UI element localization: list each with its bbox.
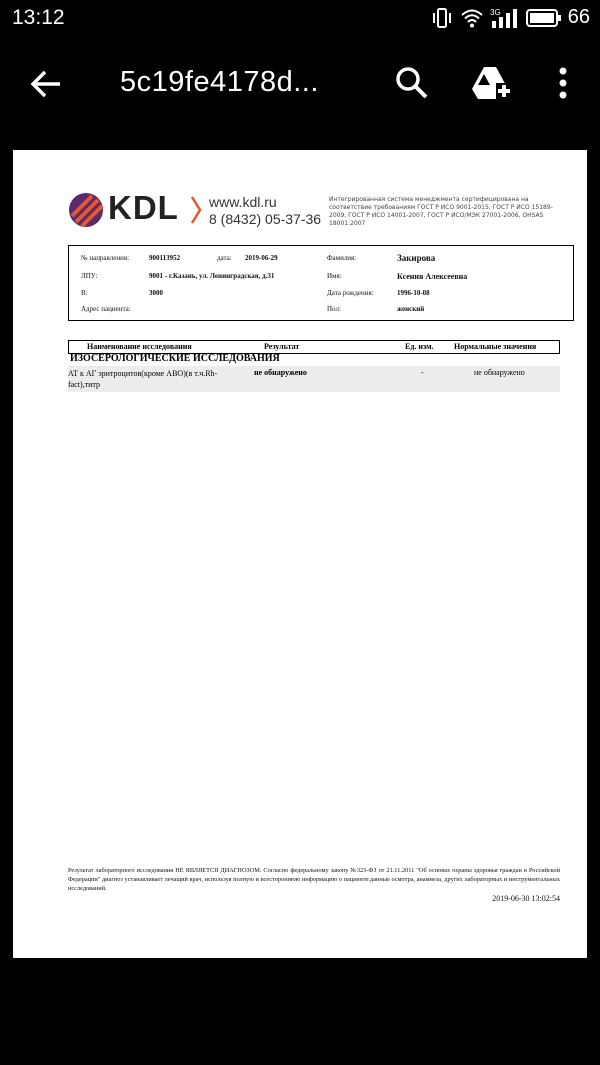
- brand-name: KDL: [108, 189, 179, 226]
- kdl-logo-mark-icon: [68, 192, 104, 228]
- row-result: не обнаружено: [254, 368, 307, 377]
- network-label: 3G: [489, 7, 501, 17]
- v-value: 3000: [149, 289, 163, 297]
- col-header-norm: Нормальные значения: [454, 342, 537, 351]
- address-label: Адрес пациента:: [81, 305, 131, 313]
- vibrate-icon: [430, 7, 454, 29]
- name-label: Имя:: [327, 272, 342, 280]
- battery-level: 66: [567, 6, 590, 28]
- search-icon[interactable]: [394, 65, 430, 101]
- patient-info-box: [68, 245, 574, 321]
- section-title: ИЗОСЕРОЛОГИЧЕСКИЕ ИССЛЕДОВАНИЯ: [70, 353, 280, 364]
- table-row: [68, 366, 560, 392]
- website: www.kdl.ru: [209, 194, 277, 210]
- phone: 8 (8432) 05-37-36: [209, 211, 322, 227]
- sex-value: женский: [397, 305, 425, 313]
- referral-value: 900113952: [149, 254, 181, 262]
- status-bar: [0, 0, 600, 38]
- battery-icon: [526, 7, 562, 29]
- surname-value: Закирова: [397, 253, 436, 263]
- kdl-logo: [68, 189, 208, 228]
- lpu-value: 9001 - г.Казань, ул. Ленинградская, д.31: [149, 272, 275, 280]
- row-unit: -: [421, 368, 424, 377]
- date-value: 2019-06-29: [245, 254, 278, 262]
- chevron-right-icon: [189, 194, 203, 226]
- row-test-name: АТ к АГ эритроцитов(кроме АВО)(в т.ч.Rh-fact),титр: [68, 369, 218, 389]
- certification-note: Интегрированная система менеджмента сертифицирована на соответствие требованиям ГОСТ Р ИСО 9001-2015, ГОСТ Р ИСО 15189-2009, ГОСТ Р ИСО 14001-2007, ГОСТ Р ИСО/МЭК 27001-2006, OHSAS 18001:2007: [329, 196, 553, 227]
- app-toolbar: [0, 48, 600, 120]
- document-title: 5c19fe4178d...: [120, 66, 319, 98]
- row-norm: не обнаружено: [474, 368, 525, 377]
- name-value: Ксения Алексеевна: [397, 272, 468, 281]
- sex-label: Пол:: [327, 305, 341, 313]
- disclaimer: Результат лабораторного исследования НЕ ЯВЛЯЕТСЯ ДИАГНОЗОМ. Согласно федеральному закону №323-ФЗ от 21.11.2011 "Об основах охраны здоровья граждан в Российской Федерации" диагноз устанавливает лечащий врач, используя полную и всестороннюю информацию о пациенте:данные осмотра, анамнеза, других лабораторных и инструментальных исследований.: [68, 867, 560, 892]
- document-page[interactable]: [13, 150, 587, 958]
- lpu-label: ЛПУ:: [81, 272, 98, 280]
- results-table-header: [68, 340, 560, 354]
- col-header-result: Результат: [264, 342, 300, 351]
- signal-icon: [490, 7, 520, 29]
- v-label: В:: [81, 289, 88, 297]
- print-timestamp: 2019-06-30 13:02:54: [492, 894, 560, 903]
- col-header-unit: Ед. изм.: [405, 342, 434, 351]
- col-header-test: Наименование исследования: [87, 342, 192, 351]
- referral-label: № направления:: [81, 254, 130, 262]
- dob-value: 1996-10-08: [397, 289, 430, 297]
- more-vert-icon[interactable]: [550, 65, 576, 101]
- status-time: 13:12: [12, 6, 65, 29]
- dob-label: Дата рождения:: [327, 289, 374, 297]
- surname-label: Фамилия:: [327, 254, 357, 262]
- drive-add-icon[interactable]: [470, 65, 512, 101]
- date-label: дата:: [217, 254, 232, 262]
- back-arrow-icon[interactable]: [28, 66, 64, 102]
- wifi-icon: [460, 7, 484, 29]
